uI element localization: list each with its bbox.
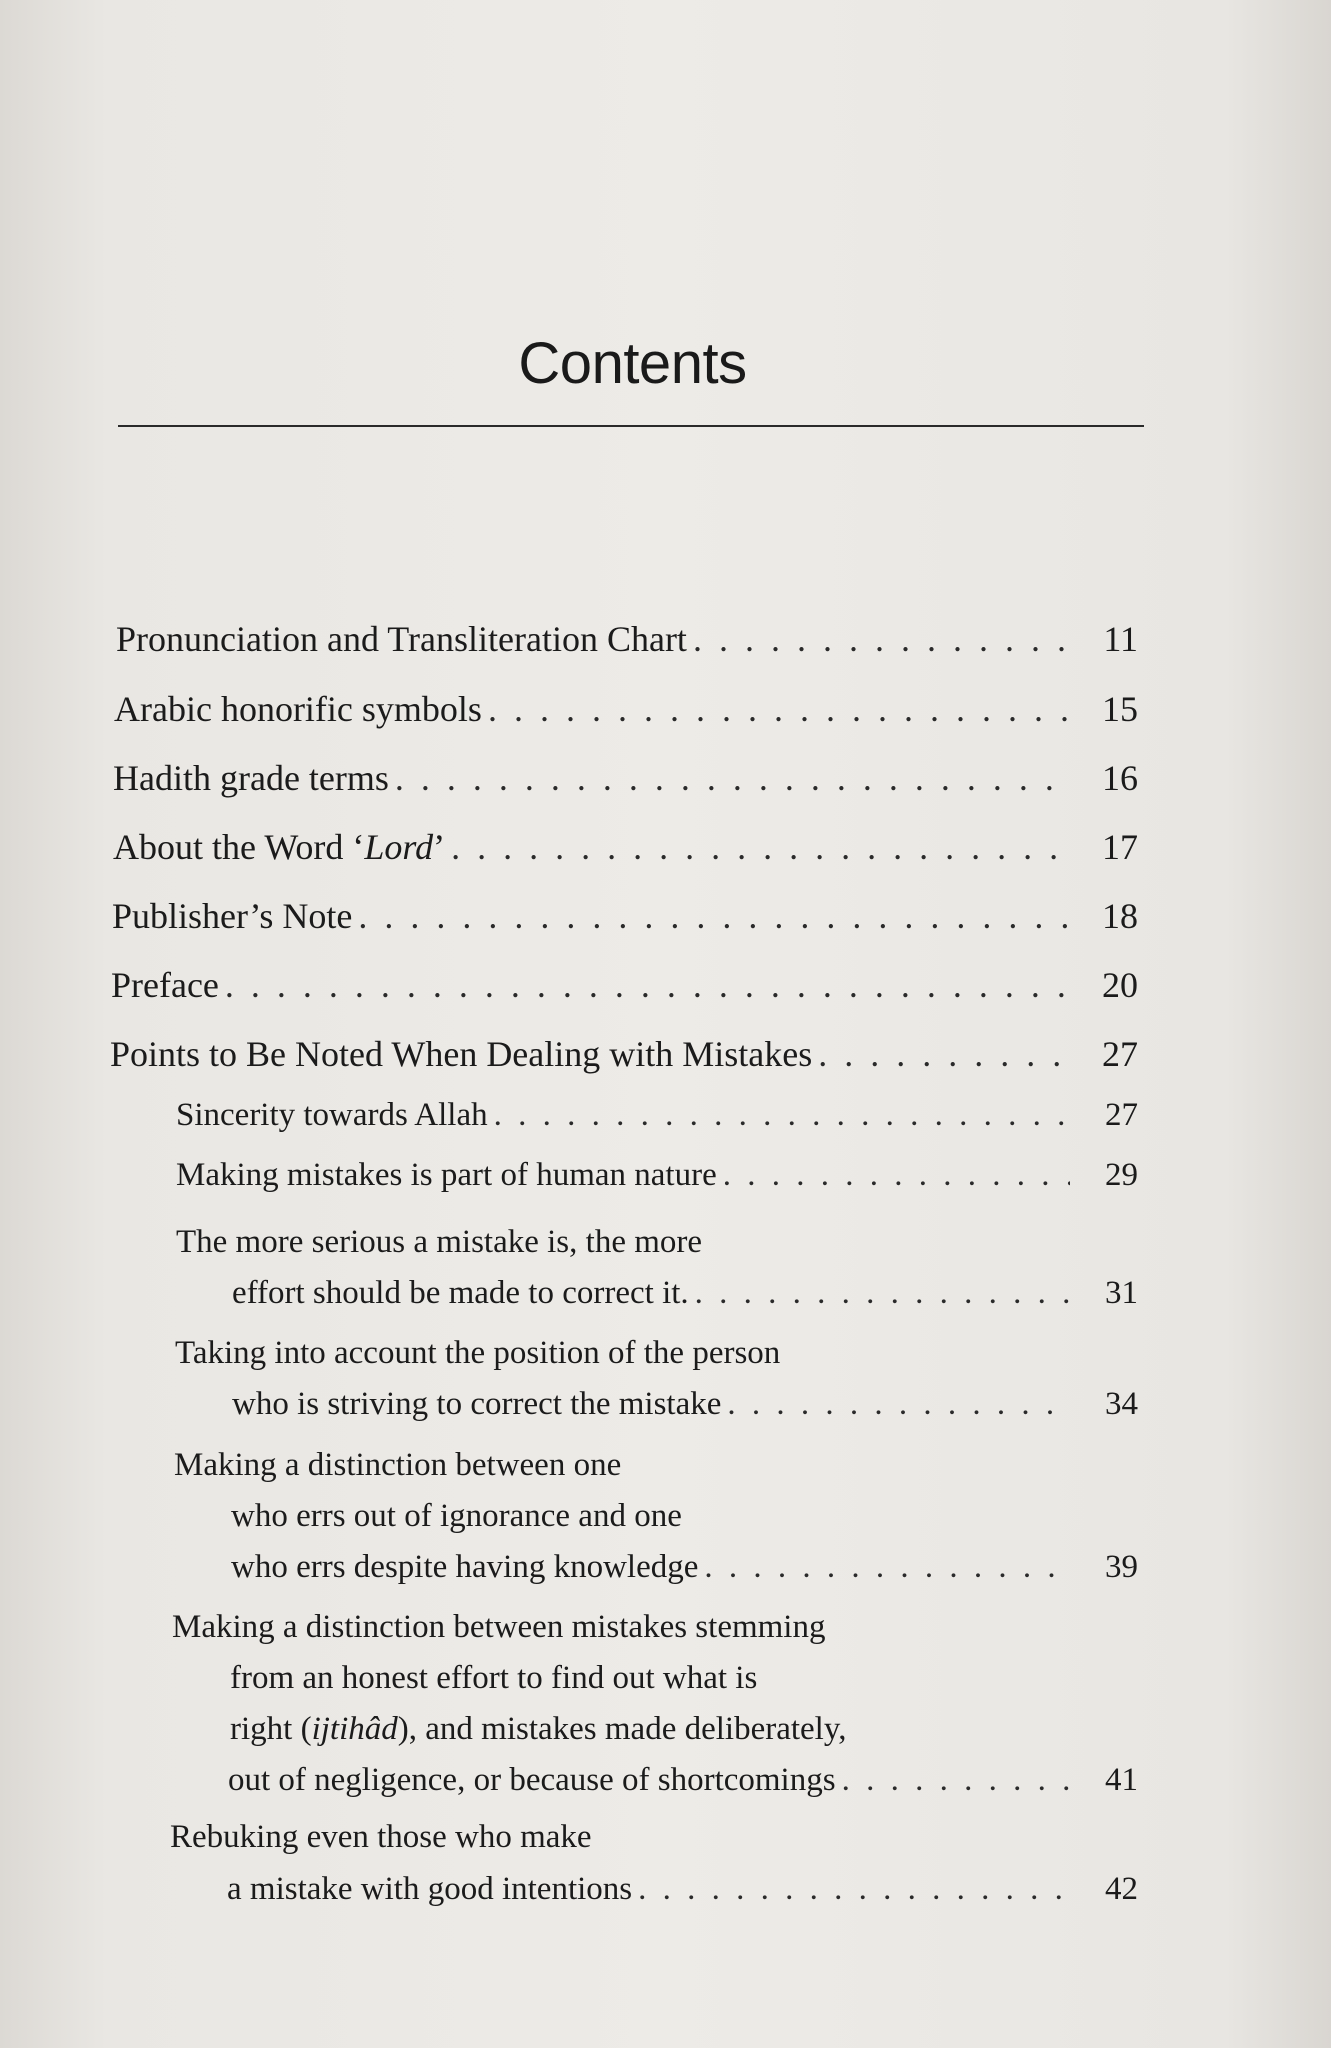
title-rule xyxy=(118,425,1144,427)
leader-dots xyxy=(488,688,1070,730)
toc-page-number: 17 xyxy=(1102,827,1138,867)
page-title: Contents xyxy=(518,331,747,396)
leader-dots xyxy=(695,1267,1070,1319)
toc-entry-title: Arabic honorific symbols xyxy=(114,689,482,729)
toc-entry-line: Taking into account the position of the person xyxy=(175,1335,781,1371)
toc-entry[interactable] xyxy=(113,757,1138,799)
leader-dots xyxy=(494,1097,1070,1134)
toc-entry-title: About the Word ‘Lord’ xyxy=(113,827,446,867)
toc-page-number: 34 xyxy=(1105,1386,1138,1422)
toc-subentry[interactable] xyxy=(170,1812,1138,1916)
toc-subentry[interactable] xyxy=(176,1097,1138,1134)
toc-entry-line: from an honest effort to find out what is xyxy=(230,1660,758,1696)
toc-page-number: 27 xyxy=(1105,1097,1138,1133)
toc-entry-title: Hadith grade terms xyxy=(113,758,389,798)
toc-entry-line: The more serious a mistake is, the more xyxy=(176,1224,703,1260)
leader-dots xyxy=(358,895,1070,937)
toc-entry-line: who errs out of ignorance and one xyxy=(231,1498,682,1534)
italic-term: ijtihâd xyxy=(311,1711,398,1747)
leader-dots xyxy=(704,1542,1070,1593)
toc-entry-title: Preface xyxy=(111,965,219,1005)
toc-entry-line: right (ijtihâd), and mistakes made deliberately, xyxy=(230,1711,847,1747)
toc-page-number: 16 xyxy=(1102,758,1138,798)
toc-page-number: 31 xyxy=(1105,1275,1138,1311)
toc-entry-title: Pronunciation and Transliteration Chart xyxy=(116,619,687,659)
toc-entry[interactable] xyxy=(110,1033,1138,1075)
leader-dots xyxy=(693,618,1070,660)
toc-entry[interactable] xyxy=(111,964,1138,1006)
toc-entry[interactable] xyxy=(113,826,1138,868)
toc-entry[interactable] xyxy=(112,895,1138,937)
toc-page-number: 27 xyxy=(1102,1034,1138,1074)
leader-dots xyxy=(842,1755,1070,1806)
toc-page-number: 39 xyxy=(1105,1549,1138,1585)
leader-dots xyxy=(225,964,1070,1006)
leader-dots xyxy=(638,1863,1070,1916)
toc-entry-title: Points to Be Noted When Dealing with Mistakes xyxy=(110,1034,813,1074)
italic-term: Lord xyxy=(364,827,434,867)
toc-entry-line: a mistake with good intentions xyxy=(227,1871,633,1907)
toc-entry-line: Making a distinction between one xyxy=(174,1447,622,1483)
leader-dots xyxy=(723,1157,1070,1194)
toc-entry[interactable] xyxy=(116,618,1138,660)
toc-entry-line: effort should be made to correct it. xyxy=(232,1275,689,1311)
toc-entry-line: Rebuking even those who make xyxy=(170,1819,592,1855)
toc-entry-line: who is striving to correct the mistake xyxy=(232,1386,722,1422)
toc-subentry[interactable] xyxy=(174,1440,1138,1593)
leader-dots xyxy=(727,1378,1070,1430)
toc-subentry[interactable] xyxy=(176,1217,1138,1319)
toc-page-number: 29 xyxy=(1105,1157,1138,1193)
leader-dots xyxy=(395,757,1070,799)
leader-dots xyxy=(451,826,1070,868)
toc-page-number: 15 xyxy=(1102,689,1138,729)
leader-dots xyxy=(818,1033,1070,1075)
toc-subentry[interactable] xyxy=(176,1157,1138,1194)
toc-entry-title: Sincerity towards Allah xyxy=(176,1097,488,1133)
toc-page-number: 20 xyxy=(1102,965,1138,1005)
toc-entry-line: out of negligence, or because of shortcomings xyxy=(228,1762,836,1798)
toc-entry[interactable] xyxy=(114,688,1138,730)
toc-entry-line: Making a distinction between mistakes stemming xyxy=(172,1609,826,1645)
toc-page-number: 11 xyxy=(1103,619,1138,659)
toc-entry-title: Publisher’s Note xyxy=(112,896,353,936)
toc-subentry[interactable] xyxy=(175,1328,1138,1430)
toc-page-number: 18 xyxy=(1102,896,1138,936)
toc-page-number: 42 xyxy=(1105,1871,1138,1907)
toc-entry-title: Making mistakes is part of human nature xyxy=(176,1157,717,1193)
toc-subentry[interactable] xyxy=(172,1602,1138,1806)
toc-entry-line: who errs despite having knowledge xyxy=(231,1549,699,1585)
toc-page-number: 41 xyxy=(1105,1762,1138,1798)
